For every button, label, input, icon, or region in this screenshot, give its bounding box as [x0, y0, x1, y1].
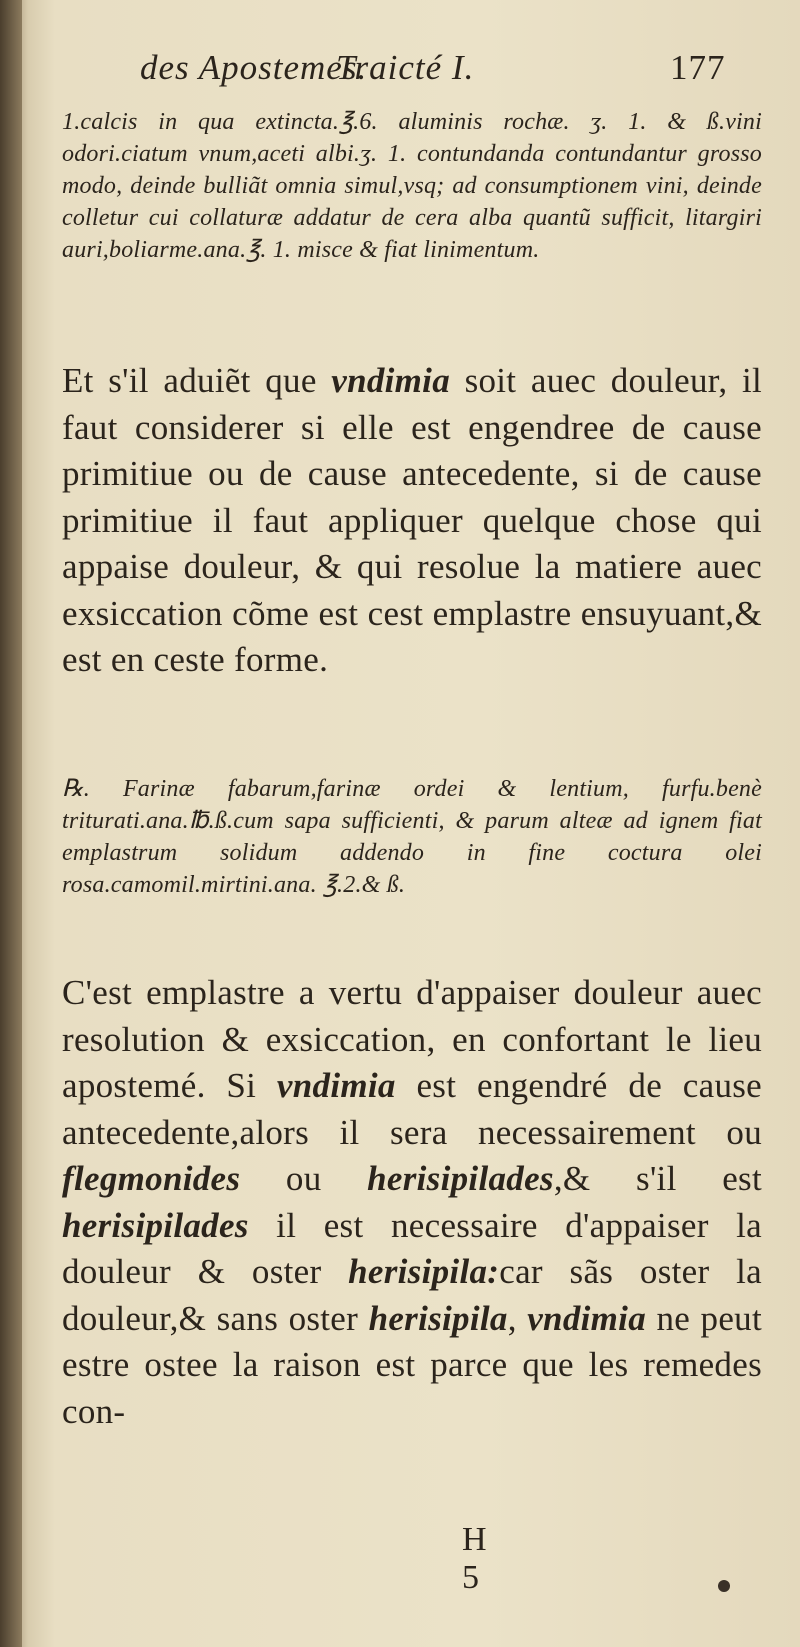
- italic-term: vndimia: [276, 1066, 396, 1105]
- text-run: soit auec douleur, il faut considerer si elle est engendree de cause primitiue ou de cause antecedente, si de cause primitiue il faut appliquer quelque chose qui appaise douleur, & qui resolue la matiere auec exsiccation cõme est cest emplastre ensuyuant,& est en ceste forme.: [62, 361, 762, 679]
- ink-dot: [718, 1580, 730, 1592]
- text-run: il est necessaire d'appaiser la douleur & oster: [62, 1205, 762, 1291]
- text-run: ,& s'il est: [553, 1159, 763, 1198]
- french-paragraph-2: [62, 970, 762, 1510]
- italic-term: herisipilades: [367, 1159, 554, 1198]
- italic-term: herisipila: [368, 1298, 508, 1338]
- italic-term: vndimia: [527, 1298, 646, 1338]
- text-run: car sãs oster la douleur,& sans oster: [62, 1252, 762, 1338]
- text-run: est engendré de cause antecedente,alors il sera necessairement ou: [62, 1066, 763, 1152]
- page-number: 177: [670, 48, 726, 87]
- book-gutter: [0, 0, 22, 1647]
- text-run: ou: [240, 1159, 368, 1198]
- italic-term: herisipilades: [62, 1205, 249, 1245]
- text-run: ne peut estre ostee la raison est parce que les remedes con-: [62, 1298, 762, 1431]
- latin-recipe-1: 1.calcis in qua extincta.℥.6. aluminis rochæ. ʒ. 1. & ß.vini odori.ciatum vnum,aceti albi.ʒ. 1. contundanda contundantur grosso modo, deinde bulliãt omnia simul,vsq; ad consumptionem vini, deinde colletur cui collaturæ addatur de cera alba quantũ sufficit, litargiri auri,boliarme.ana.℥. 1. misce & fiat linimentum.: [62, 109, 762, 263]
- header-treatise: Traicté I.: [336, 48, 475, 87]
- italic-term: flegmonides: [62, 1159, 241, 1198]
- text-run: C'est emplastre a vertu d'appaiser douleur auec resolution & exsiccation, en confortant le lieu apostemé. Si: [62, 973, 762, 1105]
- header-title: des Apostemes.: [140, 48, 368, 87]
- text-run: Et s'il aduiẽt que: [62, 361, 332, 400]
- running-header: [140, 48, 750, 98]
- italic-term: herisipila:: [348, 1252, 500, 1291]
- latin-recipe-2: ℞. Farinæ fabarum,farinæ ordei & lentium, furfu.benè triturati.ana.℔.ß.cum sapa sufficienti, & parum alteæ ad ignem fiat emplastrum solidum addendo in fine coctura olei rosa.camomil.mirtini.ana. ℥.2.& ß.: [62, 776, 762, 898]
- french-paragraph-1: [62, 358, 762, 768]
- text-run: ,: [507, 1298, 528, 1338]
- signature-mark: H 5: [462, 1521, 515, 1596]
- italic-term: vndimia: [331, 361, 451, 400]
